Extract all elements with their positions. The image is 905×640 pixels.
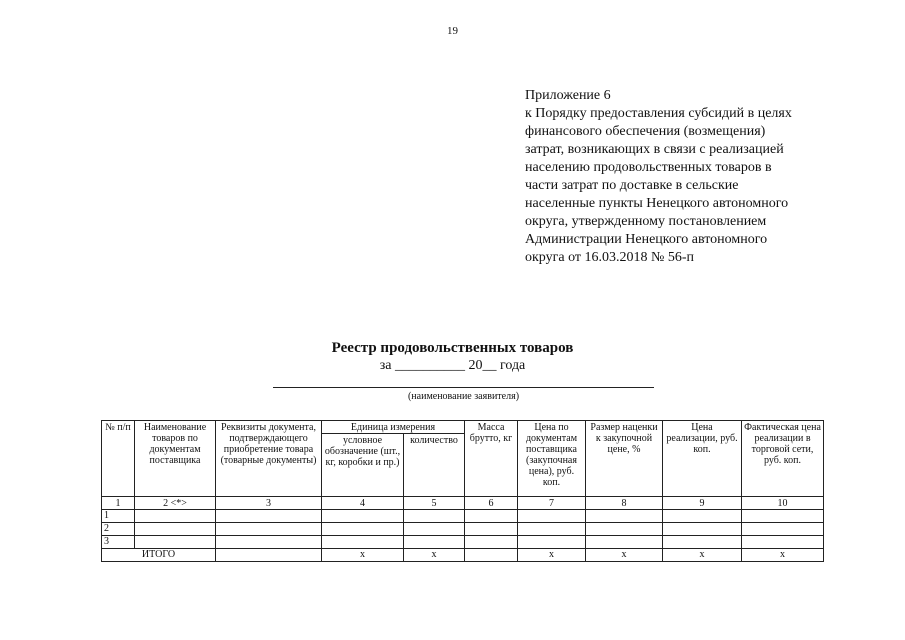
- header-markup: Размер наценки к закупочной цене, %: [586, 421, 663, 497]
- table-cell: [518, 510, 586, 523]
- table-cell: [742, 523, 824, 536]
- page-number: 19: [447, 25, 458, 37]
- table-row: [102, 523, 824, 536]
- total-cell: [216, 549, 322, 562]
- table-cell: [586, 523, 663, 536]
- table-cell: [404, 536, 465, 549]
- appendix-line: населению продовольственных товаров в: [525, 160, 772, 175]
- document-title: Реестр продовольственных товаров: [331, 340, 574, 356]
- header-actual-price: Фактическая цена реализации в торговой сети, руб. коп.: [742, 421, 824, 497]
- table-cell: [586, 510, 663, 523]
- table-cell: [135, 536, 216, 549]
- applicant-caption: (наименование заявителя): [407, 391, 520, 402]
- header-unit-quantity: количество: [404, 434, 465, 497]
- row-num: 2: [102, 523, 135, 536]
- table-row: [102, 536, 824, 549]
- table-cell: [216, 536, 322, 549]
- column-number: 10: [742, 497, 824, 510]
- table-row: [102, 510, 824, 523]
- column-number: 7: [518, 497, 586, 510]
- appendix-line: округа от 16.03.2018 № 56-п: [525, 250, 695, 265]
- row-num: 1: [102, 510, 135, 523]
- header-unit-designation: условное обозначение (шт., кг, коробки и пр.): [322, 434, 404, 497]
- appendix-line: Администрации Ненецкого автономного: [525, 232, 768, 247]
- table-cell: [742, 536, 824, 549]
- column-number: 4: [322, 497, 404, 510]
- table-cell: [663, 523, 742, 536]
- column-number: 8: [586, 497, 663, 510]
- total-cell: х: [404, 549, 465, 562]
- header-unit: Единица измерения: [322, 421, 465, 434]
- table-cell: [404, 510, 465, 523]
- table-cell: [465, 523, 518, 536]
- total-cell: х: [742, 549, 824, 562]
- header-requisites: Реквизиты документа, подтверждающего приобретение товара (товарные документы): [216, 421, 322, 497]
- registry-table: [101, 420, 824, 562]
- applicant-underline: [273, 387, 654, 388]
- header-name: Наименование товаров по документам поставщика: [135, 421, 216, 497]
- appendix-line: части затрат по доставке в сельские: [525, 178, 739, 193]
- appendix-line: финансового обеспечения (возмещения): [525, 124, 766, 139]
- table-cell: [742, 510, 824, 523]
- total-label: ИТОГО: [102, 549, 216, 562]
- total-row: [102, 549, 824, 562]
- table-cell: [465, 536, 518, 549]
- total-cell: х: [322, 549, 404, 562]
- table-cell: [518, 523, 586, 536]
- table-cell: [322, 536, 404, 549]
- appendix-line: затрат, возникающих в связи с реализацией: [525, 142, 784, 157]
- appendix-line: Приложение 6: [525, 88, 611, 103]
- header-num: № п/п: [102, 421, 135, 497]
- column-number: 1: [102, 497, 135, 510]
- table-cell: [322, 510, 404, 523]
- total-cell: [465, 549, 518, 562]
- header-supplier-price: Цена по документам поставщика (закупочная цена), руб. коп.: [518, 421, 586, 497]
- column-number: 5: [404, 497, 465, 510]
- table-cell: [135, 510, 216, 523]
- appendix-line: к Порядку предоставления субсидий в целях: [525, 106, 792, 121]
- table-cell: [135, 523, 216, 536]
- column-number: 6: [465, 497, 518, 510]
- table-cell: [518, 536, 586, 549]
- total-cell: х: [518, 549, 586, 562]
- row-num: 3: [102, 536, 135, 549]
- column-number-row: [102, 497, 824, 510]
- table-cell: [322, 523, 404, 536]
- table-cell: [216, 510, 322, 523]
- appendix-line: округа, утвержденному постановлением: [525, 214, 767, 229]
- total-cell: х: [663, 549, 742, 562]
- table-cell: [586, 536, 663, 549]
- header-retail-price: Цена реализации, руб. коп.: [663, 421, 742, 497]
- table-cell: [663, 536, 742, 549]
- column-number: 9: [663, 497, 742, 510]
- appendix-note: [525, 87, 855, 267]
- table-cell: [465, 510, 518, 523]
- header-mass: Масса брутто, кг: [465, 421, 518, 497]
- table-cell: [404, 523, 465, 536]
- appendix-line: населенные пункты Ненецкого автономного: [525, 196, 789, 211]
- column-number: 3: [216, 497, 322, 510]
- total-cell: х: [586, 549, 663, 562]
- table-cell: [663, 510, 742, 523]
- column-number: 2 <*>: [135, 497, 216, 510]
- table-cell: [216, 523, 322, 536]
- period-line: за __________ 20__ года: [379, 358, 526, 373]
- header-row: [102, 421, 824, 434]
